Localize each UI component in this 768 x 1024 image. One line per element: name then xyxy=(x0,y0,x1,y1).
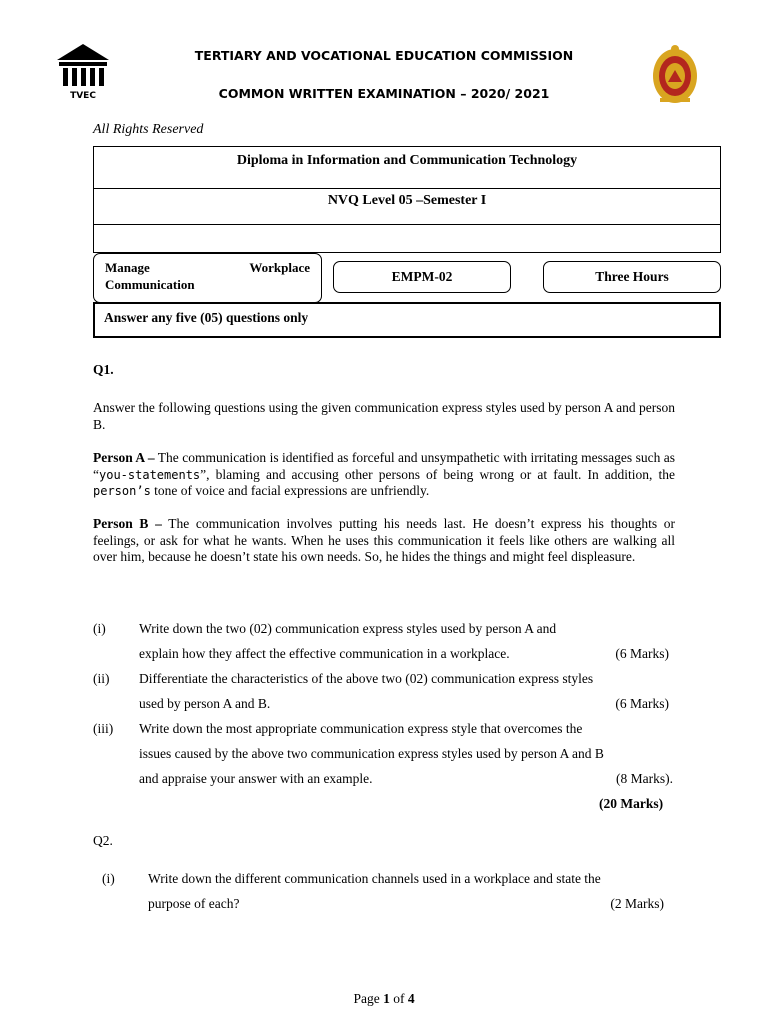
person-a-quoted: you-statements xyxy=(99,467,201,482)
person-a-text-3: tone of voice and facial expressions are unfriendly. xyxy=(150,483,430,498)
q2-part-text: purpose of each? xyxy=(148,896,240,911)
q1-part-line: Write down the most appropriate communication express style that overcomes the xyxy=(139,721,583,736)
person-a-text-2: ”, blaming and accusing other persons of being wrong or at fault. In addition, the xyxy=(200,466,675,482)
subject-word-1: Manage xyxy=(105,260,150,275)
person-a-paragraph xyxy=(93,450,675,500)
q1-label: Q1. xyxy=(93,362,114,377)
q1-part-marks: (6 Marks) xyxy=(615,646,669,661)
q2-label: Q2. xyxy=(93,833,113,848)
q1-part-line xyxy=(139,696,673,712)
q1-part-line: Differentiate the characteristics of the above two (02) communication express styles xyxy=(139,671,594,686)
q1-part-line: issues caused by the above two communication express styles used by person A and B xyxy=(139,746,604,761)
empty-row xyxy=(94,225,720,253)
commission-title: TERTIARY AND VOCATIONAL EDUCATION COMMISSION xyxy=(194,48,574,63)
q1-part-marks: (8 Marks). xyxy=(616,771,673,786)
q1-total-marks: (20 Marks) xyxy=(599,796,664,811)
exam-title: COMMON WRITTEN EXAMINATION – 2020/ 2021 xyxy=(218,86,550,101)
q1-part-num: (i) xyxy=(93,621,106,636)
q1-part-line: Write down the two (02) communication express styles used by person A and xyxy=(139,621,557,636)
subject-word-3: Communication xyxy=(105,277,195,292)
q1-part-line xyxy=(139,771,673,787)
page-total: 4 xyxy=(407,991,415,1006)
level-title: NVQ Level 05 –Semester I xyxy=(327,193,487,208)
q1-part-line xyxy=(139,646,673,662)
logo-text: TVEC xyxy=(70,91,96,101)
page-footer xyxy=(0,991,768,1007)
q2-part-marks: (2 Marks) xyxy=(610,896,664,911)
course-title-table xyxy=(93,146,721,253)
instruction-box xyxy=(93,302,721,338)
q1-part-num: (ii) xyxy=(93,671,110,686)
person-a-label: Person A – xyxy=(93,450,155,465)
exam-duration: Three Hours xyxy=(543,261,721,293)
instruction-text: Answer any five (05) questions only xyxy=(104,310,309,325)
subject-word-2: Workplace xyxy=(249,260,310,275)
page-of: of xyxy=(389,991,408,1006)
rights-reserved: All Rights Reserved xyxy=(93,122,204,137)
person-a-text-1: The communication is identified as forceful and unsympathetic with irritating messages such as “ xyxy=(93,450,675,482)
q1-part-text: explain how they affect the effective communication in a workplace. xyxy=(139,646,510,661)
page-prefix: Page xyxy=(353,991,384,1006)
q1-part-marks: (6 Marks) xyxy=(615,696,669,711)
subject-code: EMPM-02 xyxy=(333,261,511,293)
q1-part-text: and appraise your answer with an example. xyxy=(139,771,373,786)
q1-intro: Answer the following questions using the given communication express styles used by person A and person B. xyxy=(93,400,675,432)
q2-part-line: Write down the different communication channels used in a workplace and state the xyxy=(148,871,601,886)
subject-box xyxy=(93,253,322,303)
diploma-title: Diploma in Information and Communication Technology xyxy=(236,153,578,168)
q1-part-num: (iii) xyxy=(93,721,114,736)
person-b-paragraph xyxy=(93,516,675,566)
q1-part-text: used by person A and B. xyxy=(139,696,271,711)
q2-part-num: (i) xyxy=(102,871,115,886)
page-number: 1 xyxy=(383,991,390,1006)
q2-part-line xyxy=(148,896,670,912)
person-b-label: Person B – xyxy=(93,516,162,531)
person-a-persons: person’s xyxy=(93,484,151,498)
person-b-text: The communication involves putting his needs last. He doesn’t express his thoughts or feelings, or ask for what he wants. When he uses this communication it feels like others are walking all over him, because he doesn’t state his own needs. So, he hides the things and might feel displeasure. xyxy=(93,516,675,564)
